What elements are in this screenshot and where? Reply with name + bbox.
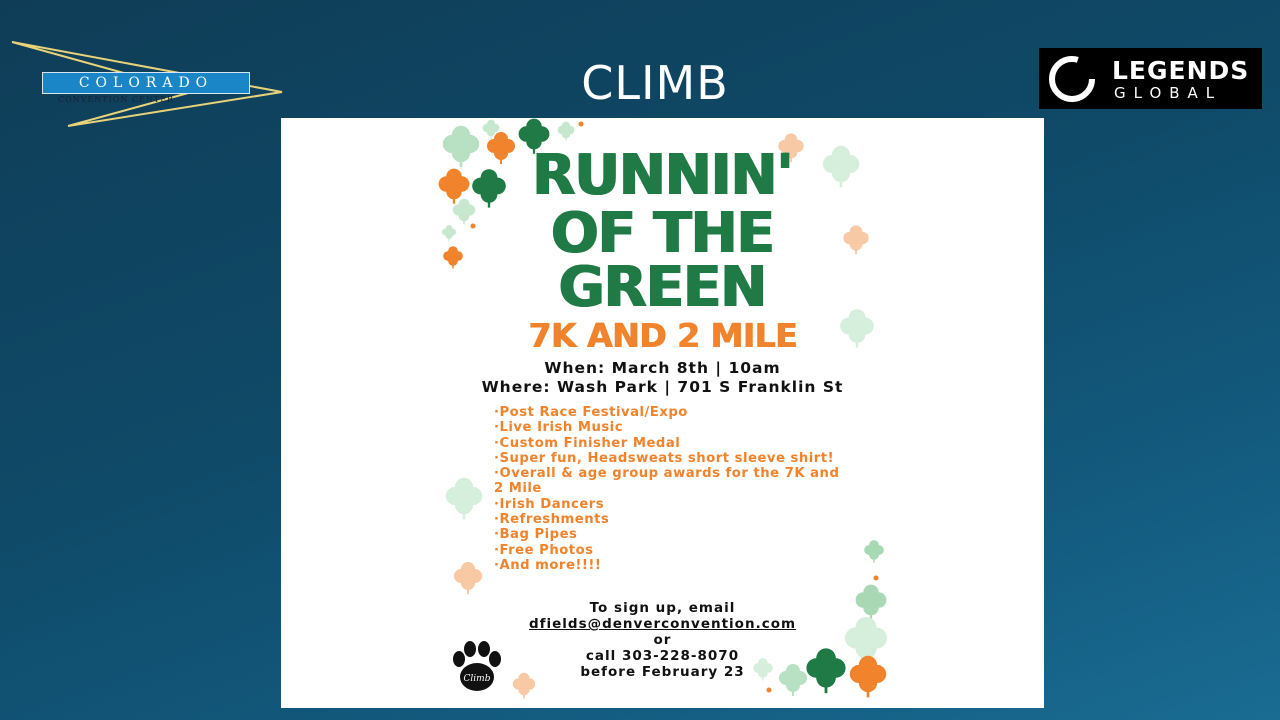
event-where: Where: Wash Park | 701 S Franklin St <box>481 378 844 396</box>
list-item: ·Post Race Festival/Expo <box>494 405 688 420</box>
list-item: ·Overall & age group awards for the 7K and 2 Mile <box>494 466 840 497</box>
list-item: ·Custom Finisher Medal <box>494 435 681 451</box>
paw-logo-text: Climb <box>463 674 491 684</box>
event-title-line1: RUNNIN' <box>532 143 793 208</box>
shamrock-icon <box>446 478 482 520</box>
legends-global-logo <box>1039 48 1262 109</box>
shamrock-icon <box>454 562 482 594</box>
list-item: ·Free Photos <box>494 542 594 558</box>
signup-deadline: before February 23 <box>580 664 745 680</box>
list-item: ·And more!!!! <box>494 557 602 573</box>
shamrock-icon <box>864 540 884 562</box>
shamrock-icon <box>558 122 575 141</box>
list-item: ·Live Irish Music <box>494 420 624 436</box>
ring-icon <box>1045 52 1099 106</box>
slide-title: CLIMB <box>581 56 729 110</box>
paw-icon <box>449 641 505 693</box>
logo-subtitle: CONVENTION CENTER <box>58 95 175 104</box>
event-distance: 7K AND 2 MILE <box>528 316 797 355</box>
event-title-line2: OF THE <box>551 201 774 266</box>
list-item: ·Refreshments <box>494 512 610 528</box>
logo-line2: GLOBAL <box>1114 84 1223 102</box>
list-item: ·Bag Pipes <box>494 527 578 543</box>
list-item: ·Super fun, Headsweats short sleeve shirt! <box>494 450 835 466</box>
event-title-line3: GREEN <box>558 255 767 320</box>
signup-or: or <box>653 632 672 648</box>
signup-line1: To sign up, email <box>589 600 736 616</box>
feature-list <box>494 405 854 573</box>
event-flyer <box>281 118 1044 708</box>
signup-email-link[interactable]: dfields@denverconvention.com <box>528 616 797 632</box>
list-item: ·Irish Dancers <box>494 496 605 512</box>
logo-line1: LEGENDS <box>1112 56 1250 85</box>
logo-name: COLORADO <box>42 72 250 94</box>
signup-phone: call 303-228-8070 <box>585 648 740 664</box>
event-when: When: March 8th | 10am <box>544 359 781 377</box>
